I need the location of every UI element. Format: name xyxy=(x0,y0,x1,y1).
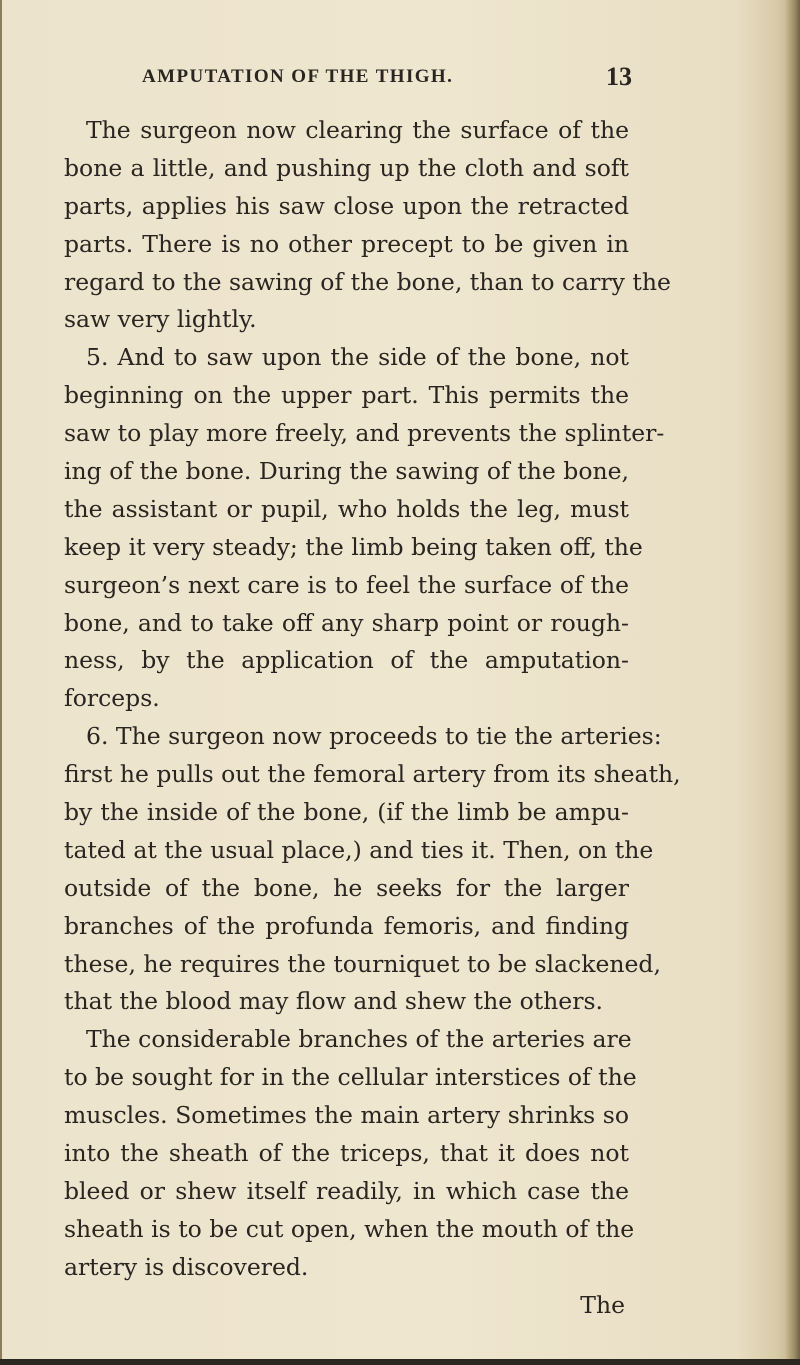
text-line: keep it very steady; the limb being taken off, the xyxy=(64,532,643,561)
page-right-edge xyxy=(786,0,800,1365)
text-line: regard to the sawing of the bone, than to carry the xyxy=(64,267,671,296)
text-line: tated at the usual place,) and ties it. Then, on the xyxy=(64,835,654,864)
text-line: ness, by the application of the amputation- xyxy=(64,646,629,675)
text-line: The considerable branches of the arteries are xyxy=(86,1025,632,1054)
text-line: the assistant or pupil, who holds the leg, must xyxy=(64,494,629,523)
running-head: AMPUTATION OF THE THIGH. xyxy=(142,66,454,87)
text-line: saw very lightly. xyxy=(64,305,257,334)
text-line: outside of the bone, he seeks for the larger xyxy=(64,873,629,902)
text-line: ing of the bone. During the sawing of the bone, xyxy=(64,457,629,486)
text-line: The surgeon now clearing the surface of the xyxy=(86,116,629,144)
page-header xyxy=(142,62,632,96)
page-bottom-edge xyxy=(0,1359,800,1365)
catchword: The xyxy=(580,1290,625,1319)
text-line: into the sheath of the triceps, that it does not xyxy=(64,1139,629,1168)
text-line: parts. There is no other precept to be given in xyxy=(64,229,629,258)
text-line: branches of the profunda femoris, and finding xyxy=(64,911,629,940)
text-line: artery is discovered. xyxy=(64,1252,309,1281)
text-line: beginning on the upper part. This permits the xyxy=(64,381,629,410)
text-line: that the blood may flow and shew the others. xyxy=(64,987,603,1016)
text-line: muscles. Sometimes the main artery shrinks so xyxy=(64,1101,629,1130)
text-line: these, he requires the tourniquet to be slackened, xyxy=(64,949,661,978)
page-number: 13 xyxy=(606,62,632,91)
text-line: bone a little, and pushing up the cloth and soft xyxy=(64,153,629,182)
text-line: parts, applies his saw close upon the retracted xyxy=(64,191,629,220)
text-line: saw to play more freely, and prevents the splinter- xyxy=(64,419,665,448)
body-text xyxy=(64,112,681,1325)
text-line: bone, and to take off any sharp point or rough- xyxy=(64,608,629,637)
text-line: to be sought for in the cellular interstices of the xyxy=(64,1063,637,1092)
text-line: 5. And to saw upon the side of the bone, not xyxy=(86,343,629,372)
text-line: forceps. xyxy=(64,684,160,713)
text-line: bleed or shew itself readily, in which case the xyxy=(64,1176,629,1205)
text-line: first he pulls out the femoral artery from its sheath, xyxy=(64,760,681,789)
text-line: by the inside of the bone, (if the limb be ampu- xyxy=(64,798,629,827)
page-left-edge xyxy=(0,0,2,1365)
text-line: surgeon’s next care is to feel the surface of the xyxy=(64,570,629,599)
text-line: 6. The surgeon now proceeds to tie the arteries: xyxy=(86,722,662,751)
text-line: sheath is to be cut open, when the mouth of the xyxy=(64,1214,635,1243)
